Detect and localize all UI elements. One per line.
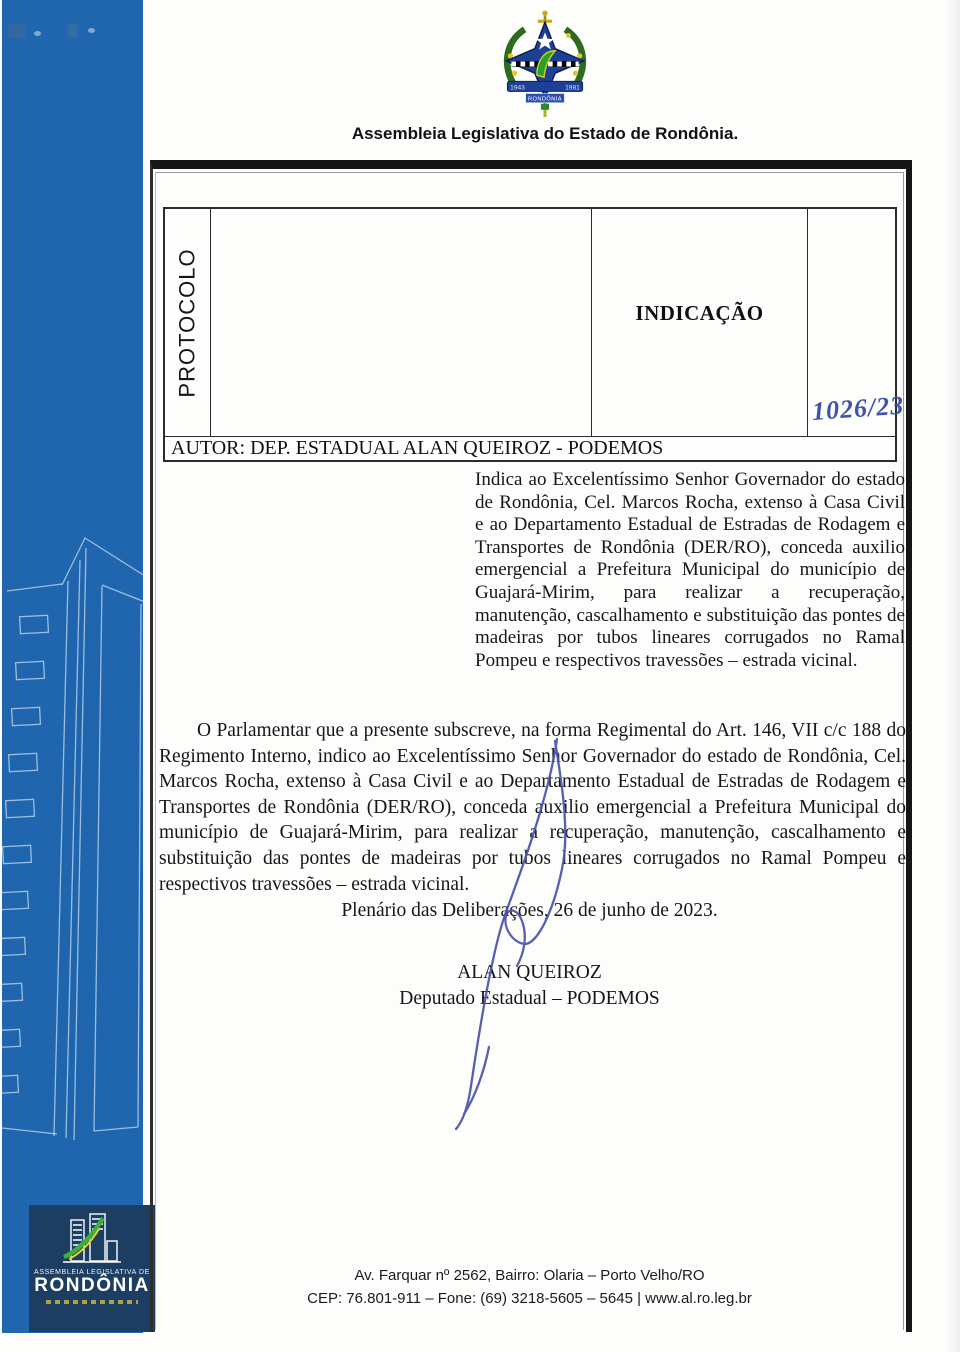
ementa-text: Indica ao Excelentíssimo Senhor Governador do estado de Rondônia, Cel. Marcos Rocha, extenso à Casa Civil e ao Departamento Estadual de Estradas de Rodagem e Transportes de Rondônia (DER/RO), conceda auxilio emergencial a Prefeitura Municipal do município de Guajará-Mirim, para realizar a recuperação, manutenção, cascalhamento e substituição das pontes de madeiras por tubos lineares corrugados no Ramal Pompeu e respectivos travessões – estrada vicinal. — [475, 469, 905, 671]
signatory-name: ALAN QUEIROZ — [457, 962, 602, 983]
sidebar-logo — [29, 1205, 155, 1332]
coat-of-arms — [494, 8, 596, 120]
author-line: AUTOR: DEP. ESTADUAL ALAN QUEIROZ - PODEMOS — [171, 437, 664, 460]
logo-state-name: RONDÔNIA — [34, 1275, 150, 1296]
logo-org-line: ASSEMBLEIA LEGISLATIVA DE — [34, 1269, 150, 1276]
doc-type: INDICAÇÃO — [635, 301, 764, 325]
doc-number-cell — [808, 209, 906, 436]
body-paragraph: O Parlamentar que a presente subscreve, na forma Regimental do Art. 146, VII c/c 188 do Regimento Interno, indico ao Excelentíssimo Senhor Governador do estado de Rondônia, Cel. Marcos Rocha, extenso à Casa Civil e ao Departamento Estadual de Estradas de Rodagem e Transportes de Rondônia (DER/RO), conceda auxilio emergencial a Prefeitura Municipal do município de Guajará-Mirim, para realizar a recuperação, manutenção, cascalhamento e substituição das pontes de madeiras por tubos lineares corrugados no Ramal Pompeu e respectivos travessões – estrada vicinal. — [159, 720, 906, 895]
scan-edge-shadow — [946, 0, 960, 1352]
protocol-empty-cell — [211, 209, 592, 436]
signatory-title: Deputado Estadual – PODEMOS — [399, 988, 660, 1009]
protocol-table-row-main — [165, 209, 906, 437]
doc-type-cell — [592, 209, 808, 436]
author-row — [165, 438, 895, 461]
arms-year-left: 1943 — [510, 84, 525, 92]
sidebar-strip — [2, 0, 150, 1333]
footer-contact: CEP: 76.801-911 – Fone: (69) 3218-5605 – 5645 | www.al.ro.leg.br — [307, 1290, 752, 1307]
arms-state-label: RONDÔNIA — [528, 96, 562, 103]
building-sketch-art — [2, 0, 145, 1333]
org-name: Assembleia Legislativa do Estado de Rondônia. — [351, 124, 739, 143]
logo-tagline-decoration — [46, 1300, 138, 1304]
arms-year-right: 1981 — [565, 84, 580, 92]
date-line: Plenário das Deliberações, 26 de junho de 2023. — [341, 900, 718, 921]
footer-address: Av. Farquar nº 2562, Bairro: Olaria – Porto Velho/RO — [354, 1267, 705, 1284]
protocol-label-cell — [165, 209, 211, 436]
doc-number-handwritten: 1026/23 — [811, 390, 906, 427]
protocol-label: PROTOCOLO — [174, 247, 200, 398]
logo-building-icon — [60, 1211, 124, 1267]
page-frame — [150, 160, 912, 1332]
scan-smudge — [8, 24, 96, 38]
protocol-table — [163, 207, 906, 462]
footer-block — [153, 1264, 906, 1310]
